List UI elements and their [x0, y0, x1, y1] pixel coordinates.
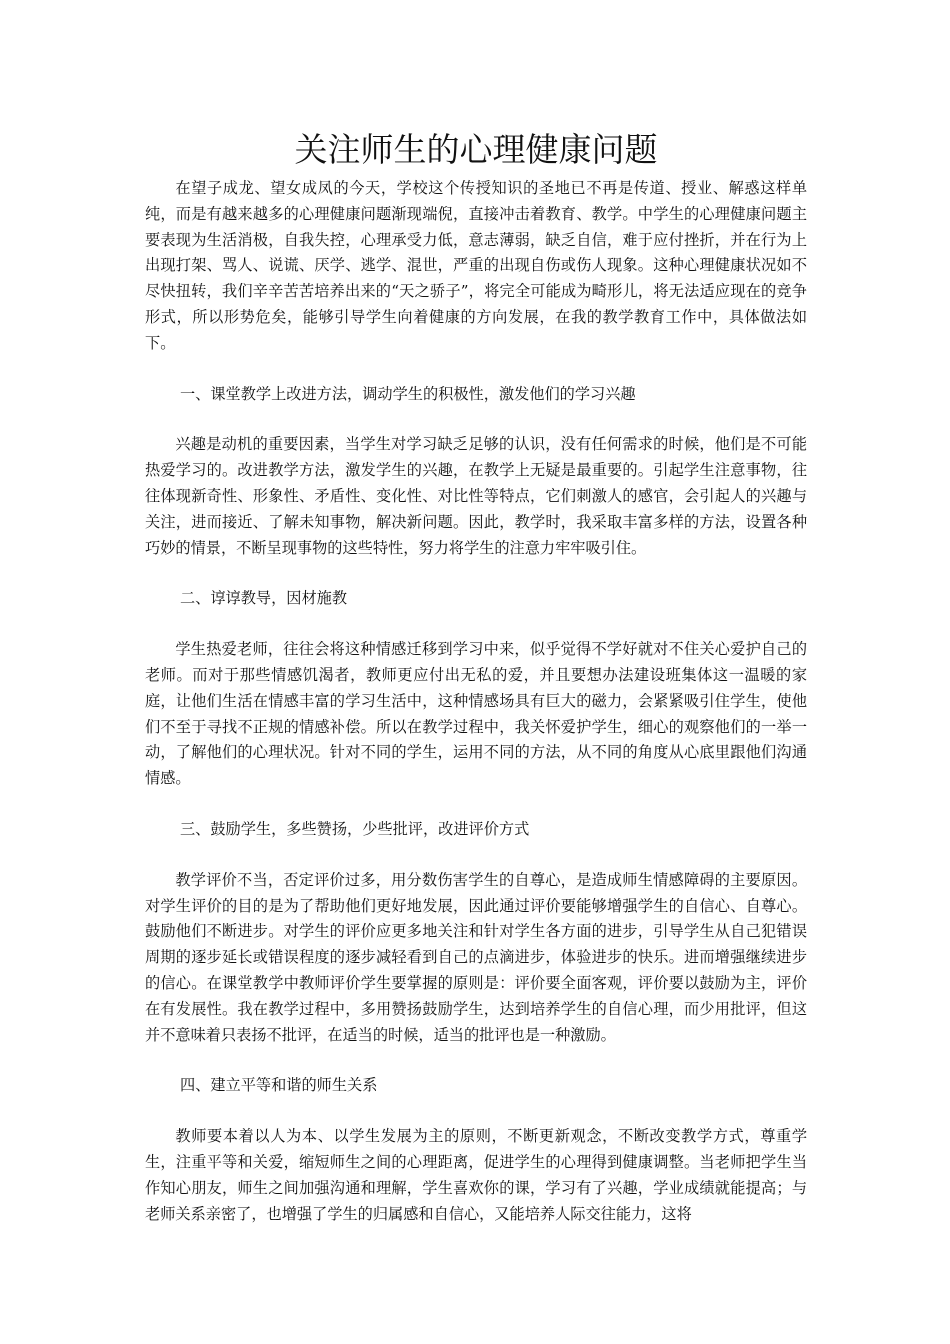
- section-body-1: 兴趣是动机的重要因素，当学生对学习缺乏足够的认识，没有任何需求的时候，他们是不可能热爱学习的。改进教学方法，激发学生的兴趣，在教学上无疑是最重要的。引起学生注意事物，往往体现新奇性、形象性、矛盾性、变化性、对比性等特点，它们刺激人的感官，会引起人的兴趣与关注，进而接近、了解未知事物，解决新问题。因此，教学时，我采取丰富多样的方法，设置各种巧妙的情景，不断呈现事物的这些特性，努力将学生的注意力牢牢吸引住。: [145, 435, 807, 557]
- section-heading-4: 四、建立平等和谐的师生关系: [179, 1076, 378, 1095]
- section-heading-2: 二、谆谆教导，因材施教: [179, 589, 348, 608]
- section-body-4: 教师要本着以人为本、以学生发展为主的原则，不断更新观念，不断改变教学方式，尊重学生，注重平等和关爱，缩短师生之间的心理距离，促进学生的心理得到健康调整。当老师把学生当作知心朋友，师生之间加强沟通和理解，学生喜欢你的课，学习有了兴趣，学业成绩就能提高；与老师关系亲密了，也增强了学生的归属感和自信心，又能培养人际交往能力，这将: [145, 1127, 807, 1223]
- section-heading-3: 三、鼓励学生，多些赞扬，少些批评，改进评价方式: [179, 819, 530, 838]
- document-page: [145, 128, 807, 1227]
- section-heading-1: 一、课堂教学上改进方法，调动学生的积极性，激发他们的学习兴趣: [179, 384, 636, 403]
- section-body-2: 学生热爱老师，往往会将这种情感迁移到学习中来，似乎觉得不学好就对不住关心爱护自己的老师。而对于那些情感饥渴者，教师更应付出无私的爱，并且要想办法建设班集体这一温暖的家庭，让他们生活在情感丰富的学习生活中，这种情感场具有巨大的磁力，会紧紧吸引住学生，使他们不至于寻找不正规的情感补偿。所以在教学过程中，我关怀爱护学生，细心的观察他们的一举一动，了解他们的心理状况。针对不同的学生，运用不同的方法，从不同的角度从心底里跟他们沟通情感。: [145, 640, 807, 788]
- section-body-3: 教学评价不当，否定评价过多，用分数伤害学生的自尊心，是造成师生情感障碍的主要原因。对学生评价的目的是为了帮助他们更好地发展，因此通过评价要能够增强学生的自信心、自尊心。鼓励他们不断进步。对学生的评价应更多地关注和针对学生各方面的进步，引导学生从自己犯错误周期的逐步延长或错误程度的逐步减轻看到自己的点滴进步，体验进步的快乐。进而增强继续进步的信心。在课堂教学中教师评价学生要掌握的原则是：评价要全面客观，评价要以鼓励为主，评价在有发展性。我在教学过程中，多用赞扬鼓励学生，达到培养学生的自信心理，而少用批评，但这并不意味着只表扬不批评，在适当的时候，适当的批评也是一种激励。: [145, 870, 807, 1044]
- document-title: 关注师生的心理健康问题: [294, 130, 658, 169]
- intro-paragraph: 在望子成龙、望女成凤的今天，学校这个传授知识的圣地已不再是传道、授业、解惑这样单纯，而是有越来越多的心理健康问题渐现端倪，直接冲击着教育、教学。中学生的心理健康问题主要表现为生活消极，自我失控，心理承受力低，意志薄弱，缺乏自信，难于应付挫折，并在行为上出现打架、骂人、说谎、厌学、逃学、混世，严重的出现自伤或伤人现象。这种心理健康状况如不尽快扭转，我们辛辛苦苦培养出来的“天之骄子”，将完全可能成为畸形儿，将无法适应现在的竞争形式，所以形势危矣，能够引导学生向着健康的方向发展，在我的教学教育工作中，具体做法如下。: [145, 179, 807, 352]
